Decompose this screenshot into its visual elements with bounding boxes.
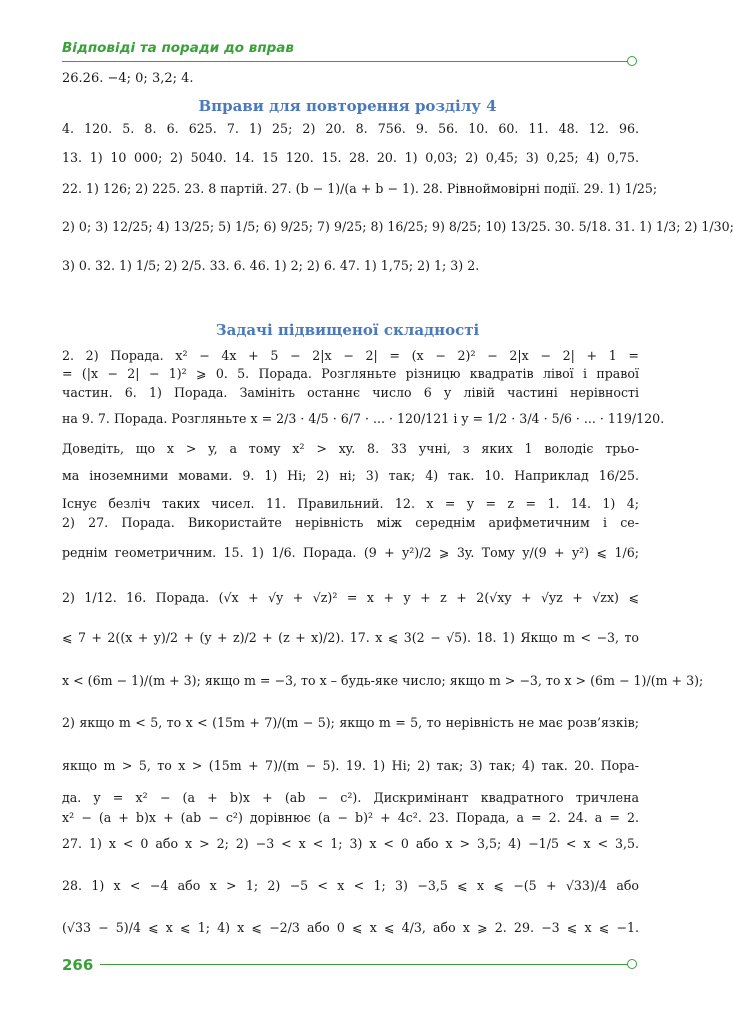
footer-rule bbox=[100, 964, 629, 965]
answer-line-11: ма іноземними мовами. 9. 1) Ні; 2) ні; 3) так; 4) так. 10. Наприклад 16/25. bbox=[62, 468, 639, 483]
answer-line-15: 2) 1/12. 16. Порада. (√x + √y + √z)² = x + y + z + 2(√xy + √yz + √zx) ⩽ bbox=[62, 590, 639, 605]
page-number: 266 bbox=[62, 956, 94, 974]
section-title-hard: Задачі підвищеної складності bbox=[215, 321, 480, 339]
answer-line-17: x < (6m − 1)/(m + 3); якщо m = −3, то x – будь-яке число; якщо m > −3, то x > (6m − 1)/(m + 3); bbox=[62, 673, 704, 688]
answer-line-6: 2. 2) Порада. x² − 4x + 5 − 2|x − 2| = (x − 2)² − 2|x − 2| + 1 = bbox=[62, 348, 639, 363]
answer-line-23: 28. 1) x < −4 або x > 1; 2) −5 < x < 1; 3) −3,5 ⩽ x ⩽ −(5 + √33)/4 або bbox=[62, 878, 639, 893]
answer-line-22: 27. 1) x < 0 або x > 2; 2) −3 < x < 1; 3) x < 0 або x > 3,5; 4) −1/5 < x < 3,5. bbox=[62, 836, 639, 851]
header-rule bbox=[62, 61, 629, 62]
answer-line-3: 22. 1) 126; 2) 225. 23. 8 партій. 27. (b − 1)/(a + b − 1). 28. Рівноймовірні події. 29. 1) 1/25; bbox=[62, 181, 658, 196]
answer-line-14: реднім геометричним. 15. 1) 1/6. Порада. (9 + y²)/2 ⩾ 3y. Тому y/(9 + y²) ⩽ 1/6; bbox=[62, 545, 639, 560]
answer-line-18: 2) якщо m < 5, то x < (15m + 7)/(m − 5); якщо m = 5, то нерівність не має розв’язків; bbox=[62, 715, 639, 730]
answer-line-4: 2) 0; 3) 12/25; 4) 13/25; 5) 1/5; 6) 9/25; 7) 9/25; 8) 16/25; 9) 8/25; 10) 13/25. 30. 5/18. 31. 1) 1/3; 2) 1/30; bbox=[62, 219, 734, 234]
running-header: Відповіді та поради до вправ bbox=[62, 40, 294, 56]
answer-line-13: 2) 27. Порада. Використайте нерівність між середнім арифметичним і се- bbox=[62, 515, 639, 530]
answer-line-0: 26.26. −4; 0; 3,2; 4. bbox=[62, 71, 194, 86]
answer-line-5: 3) 0. 32. 1) 1/5; 2) 2/5. 33. 6. 46. 1) 2; 2) 6. 47. 1) 1,75; 2) 1; 3) 2. bbox=[62, 258, 480, 273]
answer-line-7: = (|x − 2| − 1)² ⩾ 0. 5. Порада. Розгляньте різницю квадратів лівої і правої bbox=[62, 366, 639, 381]
answer-line-1: 4. 120. 5. 8. 6. 625. 7. 1) 25; 2) 20. 8. 756. 9. 56. 10. 60. 11. 48. 12. 96. bbox=[62, 121, 639, 136]
section-title-review: Вправи для повторення розділу 4 bbox=[198, 97, 497, 115]
answer-line-21: x² − (a + b)x + (ab − c²) дорівнює (a − b)² + 4c². 23. Порада, a = 2. 24. a = 2. bbox=[62, 810, 639, 825]
answer-line-19: якщо m > 5, то x > (15m + 7)/(m − 5). 19. 1) Ні; 2) так; 3) так; 4) так. 20. Пора- bbox=[62, 758, 639, 773]
footer-rule-end-dot bbox=[627, 959, 637, 969]
answer-line-10: Доведіть, що x > y, а тому x² > xy. 8. 33 учні, з яких 1 володіє трьо- bbox=[62, 441, 639, 456]
answer-line-9: на 9. 7. Порада. Розгляньте x = 2/3 · 4/5 · 6/7 · ... · 120/121 і y = 1/2 · 3/4 · 5/6 · ... · 119/120. bbox=[62, 411, 665, 426]
answer-line-24: (√33 − 5)/4 ⩽ x ⩽ 1; 4) x ⩽ −2/3 або 0 ⩽ x ⩽ 4/3, або x ⩾ 2. 29. −3 ⩽ x ⩽ −1. bbox=[62, 920, 639, 935]
header-rule-end-dot bbox=[627, 56, 637, 66]
answer-line-12: Існує безліч таких чисел. 11. Правильний. 12. x = y = z = 1. 14. 1) 4; bbox=[62, 496, 639, 511]
answer-line-8: частин. 6. 1) Порада. Замініть останнє число 6 у лівій частині нерівності bbox=[62, 385, 639, 400]
answer-line-2: 13. 1) 10 000; 2) 5040. 14. 15 120. 15. 28. 20. 1) 0,03; 2) 0,45; 3) 0,25; 4) 0,75. bbox=[62, 150, 639, 165]
answer-line-20: да. y = x² − (a + b)x + (ab − c²). Дискримінант квадратного тричлена bbox=[62, 790, 639, 805]
answer-line-16: ⩽ 7 + 2((x + y)/2 + (y + z)/2 + (z + x)/2). 17. x ⩽ 3(2 − √5). 18. 1) Якщо m < −3, то bbox=[62, 630, 639, 645]
